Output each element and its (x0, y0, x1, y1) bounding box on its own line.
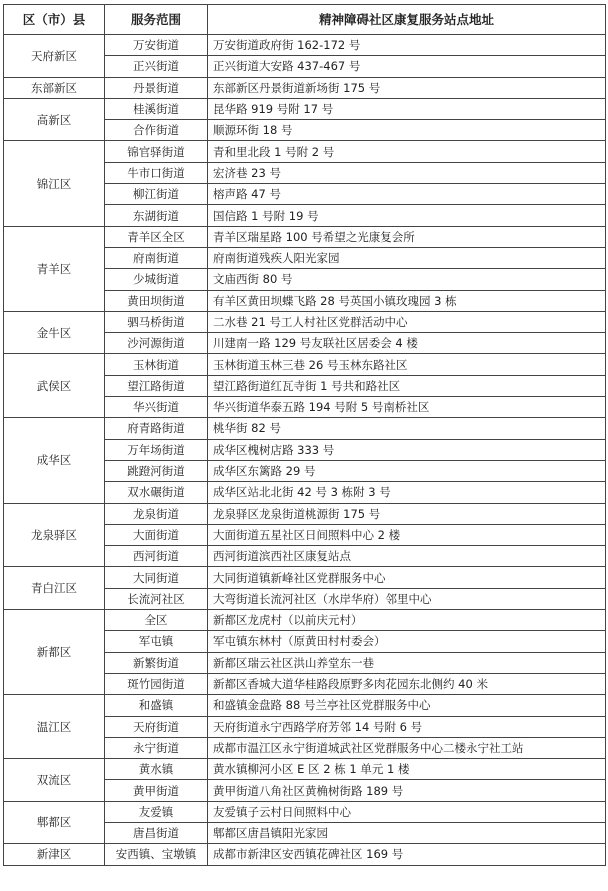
header-address: 精神障碍社区康复服务站点地址 (208, 5, 606, 35)
district-cell: 双流区 (4, 759, 105, 802)
scope-cell: 西河街道 (105, 546, 208, 567)
scope-cell: 桂溪街道 (105, 98, 208, 119)
scope-cell: 东湖街道 (105, 205, 208, 226)
address-cell: 青羊区瑞星路 100 号希望之光康复会所 (208, 226, 606, 247)
address-cell: 正兴街道大安路 437-467 号 (208, 56, 606, 77)
scope-cell: 和盛镇 (105, 695, 208, 716)
district-cell: 成华区 (4, 418, 105, 503)
address-cell: 川建南一路 129 号友联社区居委会 4 楼 (208, 333, 606, 354)
district-cell: 武侯区 (4, 354, 105, 418)
scope-cell: 新繁街道 (105, 652, 208, 673)
address-cell: 西河街道滨西社区康复站点 (208, 546, 606, 567)
address-cell: 龙泉驿区龙泉街道桃源街 175 号 (208, 503, 606, 524)
scope-cell: 全区 (105, 610, 208, 631)
service-sites-table (3, 4, 606, 866)
table-body (4, 35, 606, 866)
scope-cell: 沙河源街道 (105, 333, 208, 354)
address-cell: 大同街道镇新峰社区党群服务中心 (208, 567, 606, 588)
district-cell: 新都区 (4, 610, 105, 695)
table-row (4, 77, 606, 98)
scope-cell: 锦官驿街道 (105, 141, 208, 162)
address-cell: 有羊区黄田坝蝶飞路 28 号英国小镇玫瑰园 3 栋 (208, 290, 606, 311)
scope-cell: 长流河社区 (105, 588, 208, 609)
district-cell: 天府新区 (4, 35, 105, 78)
address-cell: 望江路街道红瓦寺街 1 号共和路社区 (208, 375, 606, 396)
scope-cell: 跳蹬河街道 (105, 460, 208, 481)
address-cell: 文庙西街 80 号 (208, 269, 606, 290)
address-cell: 郫都区唐昌镇阳光家园 (208, 822, 606, 843)
scope-cell: 丹景街道 (105, 77, 208, 98)
address-cell: 玉林街道玉林三巷 26 号玉林东路社区 (208, 354, 606, 375)
address-cell: 成都市温江区永宁街道城武社区党群服务中心二楼永宁社工站 (208, 737, 606, 758)
scope-cell: 龙泉街道 (105, 503, 208, 524)
scope-cell: 永宁街道 (105, 737, 208, 758)
header-row (4, 5, 606, 35)
address-cell: 顺源环街 18 号 (208, 120, 606, 141)
table-row (4, 610, 606, 631)
address-cell: 青和里北段 1 号附 2 号 (208, 141, 606, 162)
address-cell: 天府街道永宁西路学府芳邻 14 号附 6 号 (208, 716, 606, 737)
scope-cell: 牛市口街道 (105, 162, 208, 183)
address-cell: 和盛镇金盘路 88 号兰亭社区党群服务中心 (208, 695, 606, 716)
address-cell: 成华区槐树店路 333 号 (208, 439, 606, 460)
scope-cell: 府青路街道 (105, 418, 208, 439)
scope-cell: 府南街道 (105, 247, 208, 268)
district-cell: 金牛区 (4, 311, 105, 354)
scope-cell: 黄水镇 (105, 759, 208, 780)
table-row (4, 354, 606, 375)
address-cell: 桃华街 82 号 (208, 418, 606, 439)
table-row (4, 844, 606, 865)
scope-cell: 友爱镇 (105, 801, 208, 822)
address-cell: 二水巷 21 号工人村社区党群活动中心 (208, 311, 606, 332)
district-cell: 青白江区 (4, 567, 105, 610)
scope-cell: 黄甲街道 (105, 780, 208, 801)
address-cell: 榕声路 47 号 (208, 184, 606, 205)
address-cell: 成都市新津区安西镇花碑社区 169 号 (208, 844, 606, 865)
table-row (4, 35, 606, 56)
scope-cell: 万安街道 (105, 35, 208, 56)
scope-cell: 青羊区全区 (105, 226, 208, 247)
scope-cell: 斑竹园街道 (105, 673, 208, 694)
table-row (4, 141, 606, 162)
scope-cell: 玉林街道 (105, 354, 208, 375)
table-row (4, 418, 606, 439)
address-cell: 大面街道五星社区日间照料中心 2 楼 (208, 524, 606, 545)
table-row (4, 801, 606, 822)
scope-cell: 军屯镇 (105, 631, 208, 652)
scope-cell: 华兴街道 (105, 397, 208, 418)
table-row (4, 759, 606, 780)
scope-cell: 大面街道 (105, 524, 208, 545)
scope-cell: 合作街道 (105, 120, 208, 141)
address-cell: 新都区香城大道华桂路段原野多肉花园东北侧约 40 米 (208, 673, 606, 694)
address-cell: 府南街道残疾人阳光家园 (208, 247, 606, 268)
address-cell: 新都区瑞云社区洪山养堂东一巷 (208, 652, 606, 673)
address-cell: 黄水镇柳河小区 E 区 2 栋 1 单元 1 楼 (208, 759, 606, 780)
address-cell: 大弯街道长流河社区（水岸华府）邻里中心 (208, 588, 606, 609)
table-row (4, 98, 606, 119)
district-cell: 高新区 (4, 98, 105, 141)
address-cell: 昆华路 919 号附 17 号 (208, 98, 606, 119)
address-cell: 新都区龙虎村（以前庆元村） (208, 610, 606, 631)
table-row (4, 567, 606, 588)
header-district: 区（市）县 (4, 5, 105, 35)
scope-cell: 安西镇、宝墩镇 (105, 844, 208, 865)
header-scope: 服务范围 (105, 5, 208, 35)
table-row (4, 695, 606, 716)
scope-cell: 少城街道 (105, 269, 208, 290)
scope-cell: 望江路街道 (105, 375, 208, 396)
scope-cell: 黄田坝街道 (105, 290, 208, 311)
district-cell: 郫都区 (4, 801, 105, 844)
scope-cell: 正兴街道 (105, 56, 208, 77)
district-cell: 温江区 (4, 695, 105, 759)
address-cell: 华兴街道华泰五路 194 号附 5 号南桥社区 (208, 397, 606, 418)
district-cell: 龙泉驿区 (4, 503, 105, 567)
district-cell: 新津区 (4, 844, 105, 865)
address-cell: 东部新区丹景街道新场街 175 号 (208, 77, 606, 98)
address-cell: 万安街道政府街 162-172 号 (208, 35, 606, 56)
table-row (4, 503, 606, 524)
address-cell: 黄甲街道八角社区黄桷树街路 189 号 (208, 780, 606, 801)
table-row (4, 226, 606, 247)
district-cell: 锦江区 (4, 141, 105, 226)
address-cell: 国信路 1 号附 19 号 (208, 205, 606, 226)
table-row (4, 311, 606, 332)
address-cell: 友爱镇子云村日间照料中心 (208, 801, 606, 822)
scope-cell: 万年场街道 (105, 439, 208, 460)
scope-cell: 双水碾街道 (105, 482, 208, 503)
scope-cell: 天府街道 (105, 716, 208, 737)
table-header (4, 5, 606, 35)
district-cell: 青羊区 (4, 226, 105, 311)
scope-cell: 大同街道 (105, 567, 208, 588)
district-cell: 东部新区 (4, 77, 105, 98)
scope-cell: 唐昌街道 (105, 822, 208, 843)
address-cell: 军屯镇东林村（原黄田村村委会） (208, 631, 606, 652)
address-cell: 成华区东篱路 29 号 (208, 460, 606, 481)
scope-cell: 柳江街道 (105, 184, 208, 205)
address-cell: 成华区站北北街 42 号 3 栋附 3 号 (208, 482, 606, 503)
address-cell: 宏济巷 23 号 (208, 162, 606, 183)
scope-cell: 驷马桥街道 (105, 311, 208, 332)
